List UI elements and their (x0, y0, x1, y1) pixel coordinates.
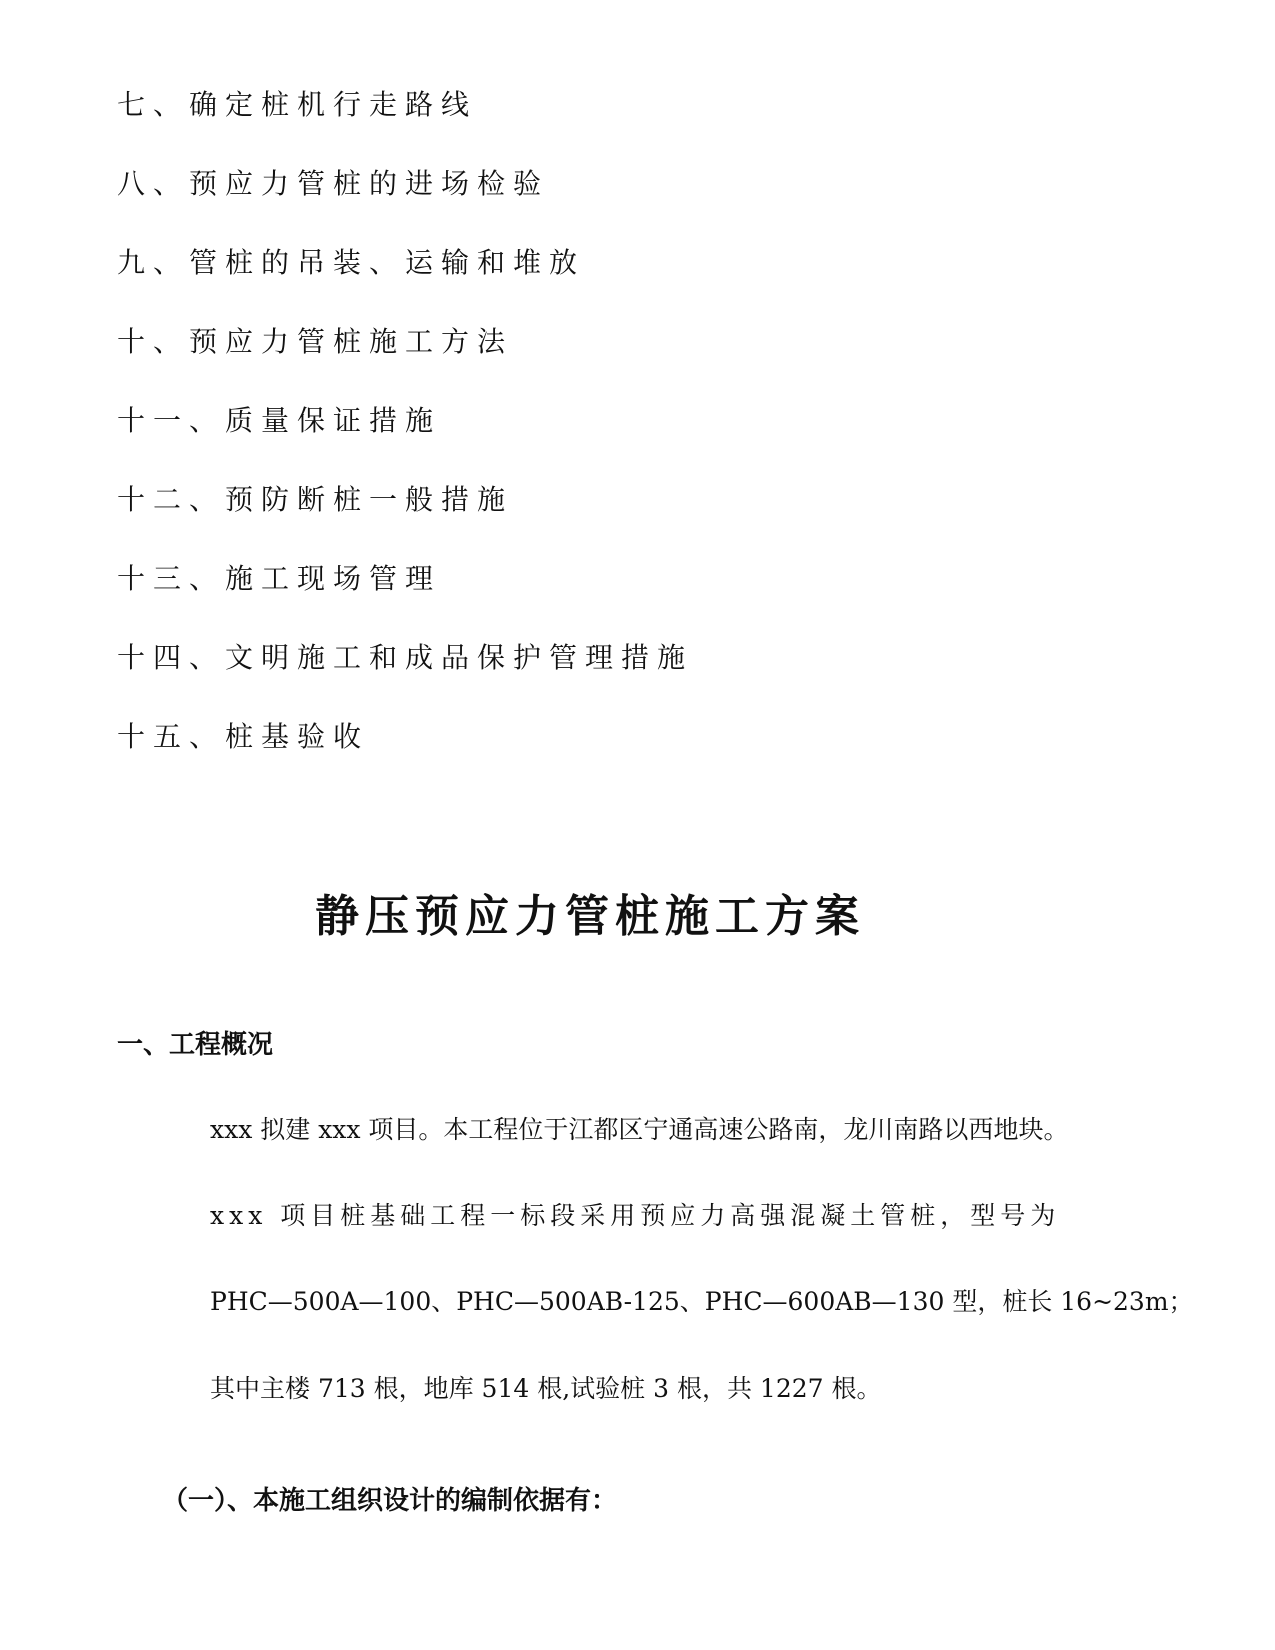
toc-item: 七、确定桩机行走路线 (117, 88, 478, 121)
paragraph-line: PHC—500A—100、PHC—500AB-125、PHC—600AB—130 型，桩长 16~23m； (210, 1287, 1194, 1316)
toc-item: 八、预应力管桩的进场检验 (117, 167, 550, 200)
section-heading: 一、工程概况 (117, 1030, 274, 1060)
paragraph-line: xxx 拟建 xxx 项目。本工程位于江都区宁通高速公路南，龙川南路以西地块。 (210, 1115, 1069, 1144)
toc-item: 九、管桩的吊装、运输和堆放 (117, 246, 586, 279)
paragraph-line: 其中主楼 713 根，地库 514 根,试验桩 3 根，共 1227 根。 (210, 1374, 882, 1403)
toc-item: 十二、预防断桩一般措施 (117, 483, 514, 516)
toc-item: 十一、质量保证措施 (117, 404, 442, 437)
paragraph-line: xxx 项目桩基础工程一标段采用预应力高强混凝土管桩，型号为 (210, 1201, 1061, 1230)
toc-item: 十三、施工现场管理 (117, 562, 442, 595)
toc-item: 十五、桩基验收 (117, 720, 370, 753)
document-title: 静压预应力管桩施工方案 (315, 891, 865, 942)
subsection-heading: （一）、本施工组织设计的编制依据有： (162, 1486, 618, 1516)
toc-item: 十、预应力管桩施工方法 (117, 325, 514, 358)
toc-item: 十四、文明施工和成品保护管理措施 (117, 641, 694, 674)
